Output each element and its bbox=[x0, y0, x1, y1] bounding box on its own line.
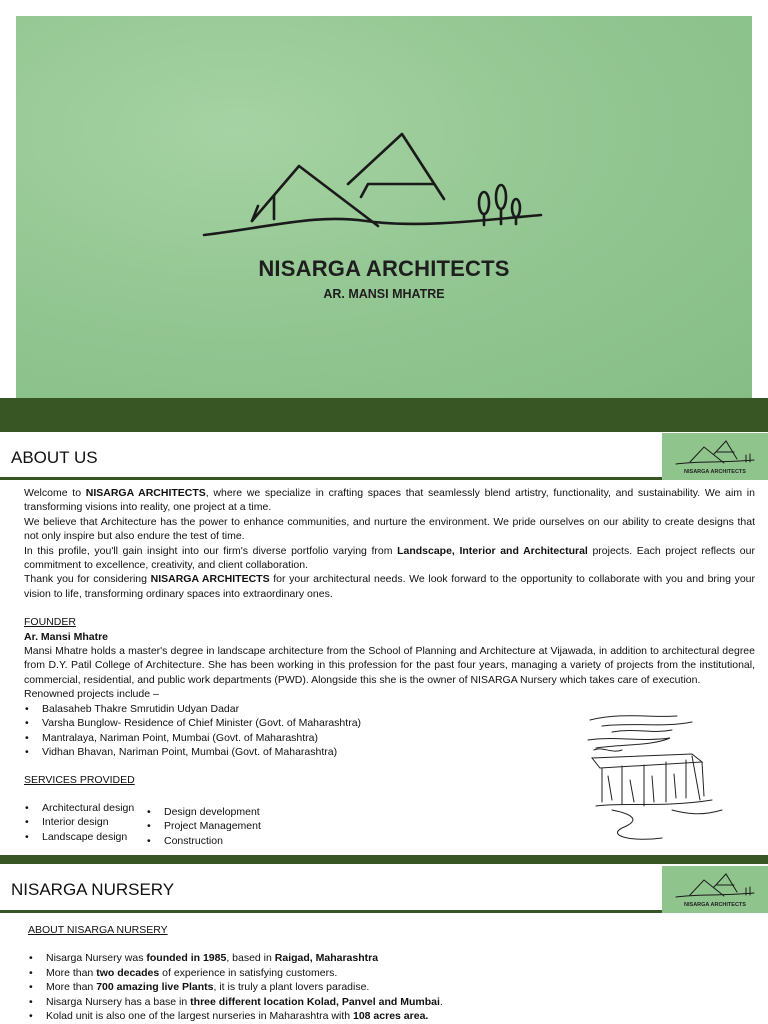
list-item: • More than 700 amazing live Plants, it is truly a plant lovers paradise. bbox=[28, 980, 728, 994]
logo-thumbnail bbox=[662, 433, 768, 480]
pavilion-sketch-icon bbox=[582, 710, 742, 850]
about-paragraph: Thank you for considering NISARGA ARCHITECTS for your architectural needs. We look forward to the opportunity to collaborate with you and bring your vision to life, transforming ordinary spaces into extraordinary ones. bbox=[24, 573, 755, 600]
services-col-1 bbox=[24, 801, 134, 844]
list-item: • More than two decades of experience in satisfying customers. bbox=[28, 966, 728, 980]
nursery-list bbox=[28, 951, 728, 1023]
divider-band bbox=[0, 855, 768, 864]
services-col-2 bbox=[146, 805, 261, 848]
list-item: • Vidhan Bhavan, Nariman Point, Mumbai (Govt. of Maharashtra) bbox=[24, 745, 755, 759]
firm-name: NISARGA ARCHITECTS bbox=[258, 256, 510, 281]
list-item: • Nisarga Nursery has a base in three different location Kolad, Panvel and Mumbai. bbox=[28, 995, 728, 1009]
list-item: • Design development bbox=[146, 805, 261, 819]
logo-thumbnail bbox=[662, 866, 768, 913]
list-item: • Nisarga Nursery was founded in 1985, based in Raigad, Maharashtra bbox=[28, 951, 728, 965]
list-item: • Project Management bbox=[146, 819, 261, 833]
divider-band bbox=[0, 398, 768, 432]
about-heading: ABOUT US bbox=[11, 448, 98, 467]
founder-label: FOUNDER bbox=[24, 616, 76, 629]
list-item: • Varsha Bunglow- Residence of Chief Minister (Govt. of Maharashtra) bbox=[24, 716, 755, 730]
about-paragraph: In this profile, you'll gain insight into our firm's diverse portfolio varying from Landscape, Interior and Architectural projects. Each project reflects our commitment to excellence, creativity, and client collaboration. bbox=[24, 544, 755, 572]
list-item: • Kolad unit is also one of the largest nurseries in Maharashtra with 108 acres area. bbox=[28, 1009, 728, 1023]
founder-bio: Mansi Mhatre holds a master's degree in landscape architecture from the School of Planning and Architecture at Vijawada, in addition to architectural degree from D.Y. Patil College of Architecture. She has been working in this profession for the past four years, managing a variety of projects from the institutional, commercial, residential, and public work departments (PWD). Alongside this she is the owner of NISARGA Nursery which takes care of execution. bbox=[24, 645, 755, 686]
founder-name: Ar. Mansi Mhatre bbox=[24, 630, 109, 643]
list-item: • Balasaheb Thakre Smrutidin Udyan Dadar bbox=[24, 702, 755, 716]
architect-name: AR. MANSI MHATRE bbox=[323, 287, 445, 301]
about-paragraph: Welcome to NISARGA ARCHITECTS, where we specialize in crafting spaces that seamlessly blend artistry, functionality, and sustainability. We aim in transforming visions into reality, one project at a time. bbox=[24, 487, 755, 514]
nursery-subheading: ABOUT NISARGA NURSERY bbox=[28, 924, 168, 936]
nursery-heading: NISARGA NURSERY bbox=[11, 880, 175, 899]
nursery-underline bbox=[0, 910, 662, 913]
nisarga-logo-icon bbox=[16, 16, 752, 398]
cover-panel bbox=[16, 16, 752, 398]
nursery-body bbox=[28, 923, 728, 1023]
services-label: SERVICES PROVIDED bbox=[24, 774, 135, 787]
list-item: • Landscape design bbox=[24, 830, 134, 844]
list-item: • Architectural design bbox=[24, 801, 134, 815]
projects-intro: Renowned projects include – bbox=[24, 688, 159, 701]
about-paragraph: We believe that Architecture has the power to enhance communities, and nurture the environment. We pride ourselves on our ability to create designs that not only inspire but also endure the test of time. bbox=[24, 515, 755, 543]
thumb-label: NISARGA ARCHITECTS bbox=[684, 902, 746, 908]
thumb-label: NISARGA ARCHITECTS bbox=[684, 469, 746, 475]
list-item: • Interior design bbox=[24, 815, 134, 829]
about-underline bbox=[0, 477, 662, 480]
list-item: • Construction bbox=[146, 834, 261, 848]
list-item: • Mantralaya, Nariman Point, Mumbai (Govt. of Maharashtra) bbox=[24, 731, 755, 745]
